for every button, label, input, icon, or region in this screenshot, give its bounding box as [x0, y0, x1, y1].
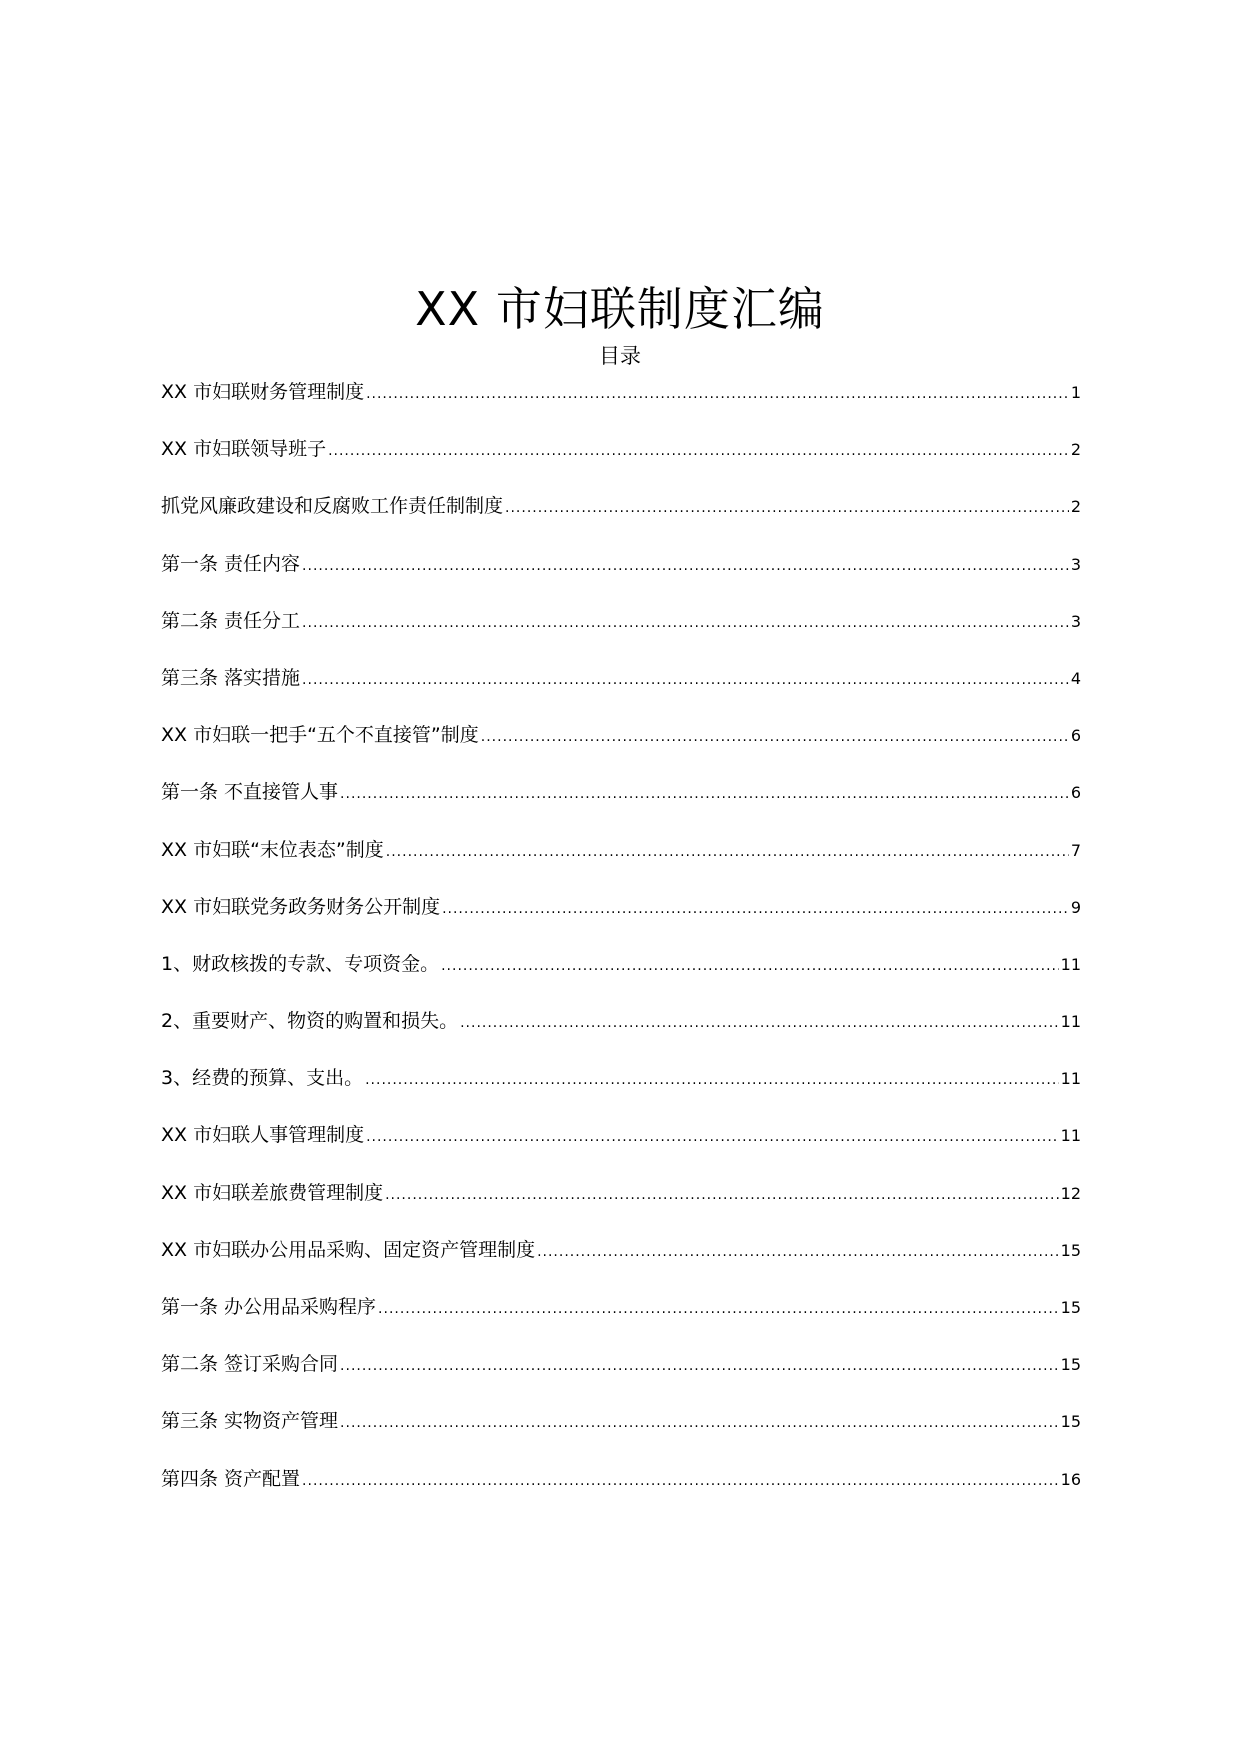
toc-entry-label: 第四条 资产配置	[161, 1467, 301, 1490]
toc-entry-page: 6	[1070, 726, 1081, 746]
toc-dot-leader	[302, 1461, 1059, 1501]
toc-entry-label: 第三条 实物资产管理	[161, 1410, 339, 1433]
toc-entry-page: 3	[1070, 554, 1081, 574]
toc-entry-label: 抓党风廉政建设和反腐败工作责任制制度	[161, 495, 504, 518]
toc-dot-leader	[441, 946, 1059, 986]
toc-dot-leader	[302, 603, 1069, 643]
toc-entry-page: 7	[1070, 840, 1081, 860]
toc-entry-label: XX 市妇联领导班子	[161, 438, 327, 461]
toc-entry-label: 第二条 签订采购合同	[161, 1353, 339, 1376]
toc-entry[interactable]	[161, 1287, 1081, 1344]
toc-entry[interactable]	[161, 1459, 1081, 1516]
toc-entry[interactable]	[161, 1058, 1081, 1115]
toc-entry[interactable]	[161, 1001, 1081, 1058]
toc-dot-leader	[505, 488, 1069, 528]
toc-dot-leader	[385, 1175, 1059, 1215]
toc-entry-page: 6	[1070, 783, 1081, 803]
toc-dot-leader	[378, 1289, 1059, 1329]
toc-dot-leader	[537, 1232, 1059, 1272]
toc-entry-label: XX 市妇联办公用品采购、固定资产管理制度	[161, 1238, 536, 1261]
toc-dot-leader	[442, 889, 1069, 929]
toc-entry-label: 第一条 办公用品采购程序	[161, 1296, 377, 1318]
toc-entry-label: XX 市妇联党务政务财务公开制度	[161, 895, 441, 918]
toc-dot-leader	[340, 1403, 1059, 1443]
toc-entry[interactable]	[161, 372, 1081, 429]
toc-dot-leader	[481, 717, 1069, 757]
toc-dot-leader	[302, 660, 1069, 700]
toc-entry-label: 第一条 责任内容	[161, 552, 301, 575]
toc-entry-label: XX 市妇联财务管理制度	[161, 381, 365, 403]
toc-entry[interactable]	[161, 944, 1081, 1001]
toc-entry-page: 15	[1060, 1240, 1081, 1260]
toc-entry-label: 第三条 落实措施	[161, 666, 301, 689]
toc-dot-leader	[365, 1060, 1059, 1100]
toc-entry-label: 3、经费的预算、支出。	[161, 1067, 364, 1090]
toc-entry-page: 11	[1060, 1069, 1081, 1089]
toc-entry[interactable]	[161, 429, 1081, 486]
toc-entry-page: 4	[1070, 668, 1081, 688]
toc-entry-label: 1、财政核拨的专款、专项资金。	[161, 952, 440, 975]
toc-entry-page: 11	[1060, 1126, 1081, 1146]
toc-entry-page: 2	[1070, 497, 1081, 517]
toc-dot-leader	[328, 431, 1069, 471]
toc-entry-page: 15	[1060, 1298, 1081, 1317]
toc-entry[interactable]	[161, 715, 1081, 772]
toc-dot-leader	[302, 546, 1069, 586]
toc-entry-page: 3	[1070, 611, 1081, 631]
toc-entry[interactable]	[161, 1115, 1081, 1172]
toc-entry[interactable]	[161, 544, 1081, 601]
toc-entry-page: 12	[1060, 1183, 1081, 1203]
table-of-contents	[161, 372, 1081, 1516]
toc-entry-page: 15	[1060, 1355, 1081, 1375]
toc-entry-page: 11	[1060, 1012, 1081, 1032]
toc-entry[interactable]	[161, 1344, 1081, 1401]
toc-entry-label: XX 市妇联一把手“五个不直接管”制度	[161, 724, 479, 747]
toc-dot-leader	[340, 1346, 1059, 1386]
toc-dot-leader	[386, 832, 1069, 872]
toc-entry[interactable]	[161, 830, 1081, 887]
toc-dot-leader	[460, 1003, 1059, 1043]
toc-heading: 目录	[599, 344, 641, 368]
toc-entry-label: XX 市妇联差旅费管理制度	[161, 1181, 384, 1204]
toc-entry[interactable]	[161, 1173, 1081, 1230]
toc-entry[interactable]	[161, 658, 1081, 715]
toc-entry[interactable]	[161, 887, 1081, 944]
toc-entry-label: 2、重要财产、物资的购置和损失。	[161, 1010, 459, 1033]
toc-entry-label: XX 市妇联“末位表态”制度	[161, 838, 384, 861]
toc-entry[interactable]	[161, 486, 1081, 543]
toc-entry[interactable]	[161, 1230, 1081, 1287]
toc-entry-page: 11	[1060, 954, 1081, 974]
toc-entry-page: 15	[1060, 1412, 1081, 1432]
toc-entry-label: 第一条 不直接管人事	[161, 781, 339, 804]
document-title: XX 市妇联制度汇编	[415, 281, 825, 336]
toc-dot-leader	[366, 1117, 1059, 1157]
toc-dot-leader	[366, 374, 1069, 414]
toc-entry-page: 9	[1070, 897, 1081, 917]
toc-entry[interactable]	[161, 1401, 1081, 1458]
toc-entry-label: XX 市妇联人事管理制度	[161, 1124, 365, 1147]
toc-entry-label: 第二条 责任分工	[161, 609, 301, 632]
toc-entry[interactable]	[161, 601, 1081, 658]
toc-entry-page: 2	[1070, 440, 1081, 460]
toc-entry[interactable]	[161, 772, 1081, 829]
toc-dot-leader	[340, 774, 1069, 814]
toc-entry-page: 16	[1060, 1469, 1081, 1489]
toc-entry-page: 1	[1070, 383, 1081, 402]
